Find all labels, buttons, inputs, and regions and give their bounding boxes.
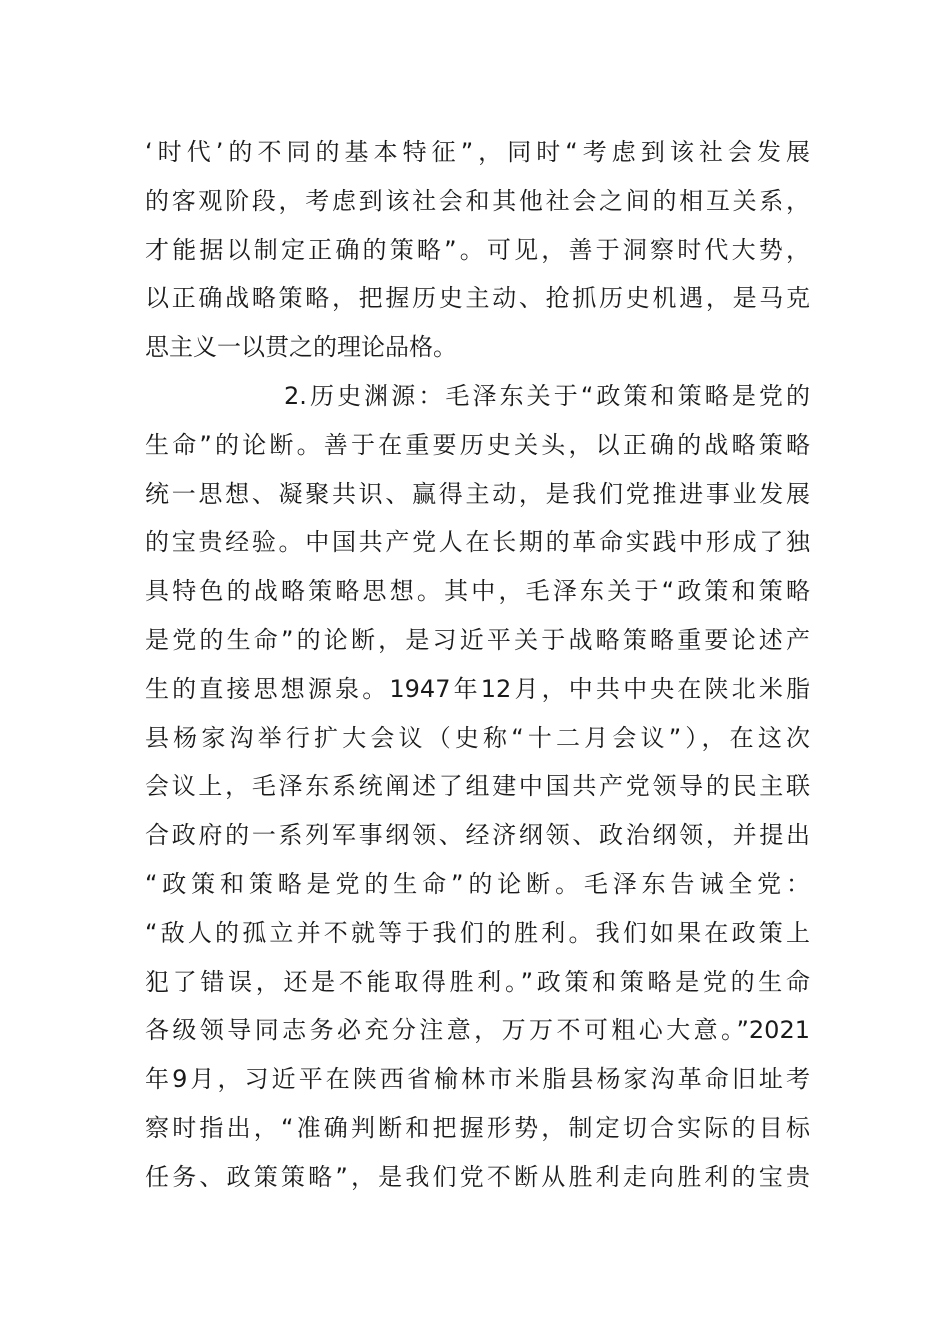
body-text [145,128,810,1202]
text-line: “敌人的孤立并不就等于我们的胜利。我们如果在政策上 [145,918,810,947]
text-line: 的宝贵经验。中国共产党人在长期的革命实践中形成了独 [145,528,810,557]
text-line: 合政府的一系列军事纲领、经济纲领、政治纲领，并提出 [145,821,810,850]
text-line: 才能据以制定正确的策略”。可见，善于洞察时代大势， [145,235,810,264]
text-line: 以正确战略策略，把握历史主动、抢抓历史机遇，是马克 [145,284,810,313]
text-line: 年9月，习近平在陕西省榆林市米脂县杨家沟革命旧址考 [145,1065,810,1094]
text-line: 县杨家沟举行扩大会议（史称“十二月会议”），在这次 [145,723,810,752]
text-line: 任务、政策策略”，是我们党不断从胜利走向胜利的宝贵 [145,1162,810,1191]
text-line: 察时指出，“准确判断和把握形势，制定切合实际的目标 [145,1113,810,1142]
text-line: 统一思想、凝聚共识、赢得主动，是我们党推进事业发展 [145,479,810,508]
section-heading-line: 2.历史渊源：毛泽东关于“政策和策略是党的 [284,381,810,410]
text-line: 具特色的战略策略思想。其中，毛泽东关于“政策和策略 [145,577,810,606]
text-line: 生的直接思想源泉。1947年12月，中共中央在陕北米脂 [145,674,810,703]
text-line: 会议上，毛泽东系统阐述了组建中国共产党领导的民主联 [145,772,810,801]
text-line: 各级领导同志务必充分注意，万万不可粗心大意。”2021 [145,1016,810,1045]
text-line: 的客观阶段，考虑到该社会和其他社会之间的相互关系， [145,186,810,215]
text-line: 生命”的论断。善于在重要历史关头，以正确的战略策略 [145,430,810,459]
text-line: 是党的生命”的论断，是习近平关于战略策略重要论述产 [145,625,810,654]
text-line: 犯了错误，还是不能取得胜利。”政策和策略是党的生命 [145,967,810,996]
text-line: “政策和策略是党的生命”的论断。毛泽东告诫全党： [145,869,810,898]
text-line: 思主义一以贯之的理论品格。 [145,333,457,362]
text-line: ‘时代’的不同的基本特征”，同时“考虑到该社会发展 [145,138,810,166]
